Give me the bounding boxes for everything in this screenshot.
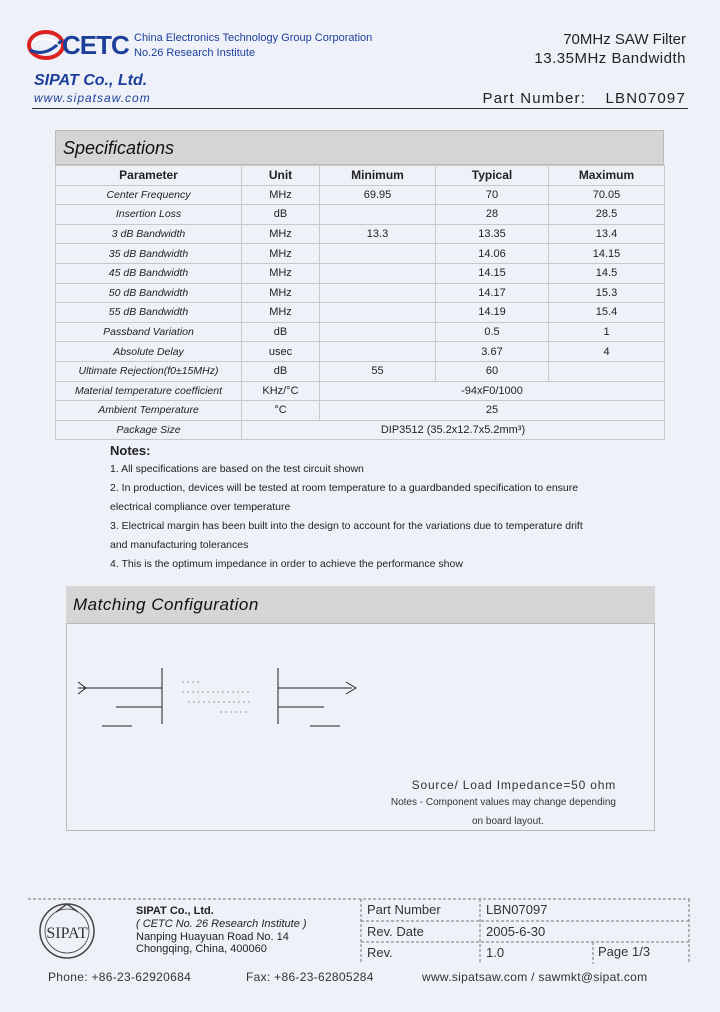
spec-cell-unit: MHz (242, 224, 320, 244)
footer-institute: ( CETC No. 26 Research Institute ) (136, 918, 307, 930)
footer-part-number-label: Part Number (367, 902, 441, 917)
spec-row (56, 322, 665, 342)
spec-cell-typ: 13.35 (436, 224, 549, 244)
spec-cell-max: 15.3 (549, 283, 665, 303)
spec-cell-unit: MHz (242, 185, 320, 205)
spec-cell-typ: 14.06 (436, 244, 549, 264)
spec-cell-min (320, 283, 436, 303)
spec-cell-param: 45 dB Bandwidth (56, 263, 242, 283)
header-divider (32, 108, 688, 109)
spec-cell-min (320, 303, 436, 323)
spec-header-row (56, 166, 665, 186)
spec-cell-param: Passband Variation (56, 322, 242, 342)
spec-row (56, 420, 665, 440)
cetc-logo-icon (26, 28, 66, 62)
footer-fax: Fax: +86-23-62805284 (246, 970, 374, 984)
spec-cell-value: -94xF0/1000 (320, 381, 665, 401)
spec-cell-param: Ultimate Rejection(f0±15MHz) (56, 361, 242, 381)
footer-address-line2: Chongqing, China, 400060 (136, 943, 267, 955)
spec-row (56, 401, 665, 421)
spec-cell-typ: 0.5 (436, 322, 549, 342)
spec-cell-param: Insertion Loss (56, 205, 242, 225)
sipat-seal-logo (32, 900, 102, 962)
note-4: 4. This is the optimum impedance in order to achieve the performance show (110, 558, 463, 570)
company-name: SIPAT Co., Ltd. (34, 72, 148, 89)
company-website: www.sipatsaw.com (34, 91, 151, 105)
spec-row (56, 381, 665, 401)
corp-name: China Electronics Technology Group Corporation (134, 32, 373, 44)
saw-transducer-dots (182, 682, 250, 712)
spec-cell-min (320, 263, 436, 283)
spec-cell-param: Ambient Temperature (56, 401, 242, 421)
spec-cell-param: Center Frequency (56, 185, 242, 205)
svg-text:SIPAT: SIPAT (46, 925, 88, 942)
note-2: 2. In production, devices will be tested at room temperature to a guardbanded specification to ensure (110, 482, 579, 494)
spec-cell-unit: dB (242, 205, 320, 225)
spec-cell-typ: 28 (436, 205, 549, 225)
footer-company: SIPAT Co., Ltd. (136, 905, 214, 917)
part-number-value: LBN07097 (605, 90, 686, 107)
footer-part-number: LBN07097 (486, 902, 548, 917)
footer-rev-date: 2005-6-30 (486, 924, 546, 939)
col-unit: Unit (242, 166, 320, 186)
spec-row (56, 263, 665, 283)
note-3-cont: and manufacturing tolerances (110, 539, 249, 551)
spec-row (56, 205, 665, 225)
spec-cell-max: 13.4 (549, 224, 665, 244)
spec-cell-typ: 14.17 (436, 283, 549, 303)
col-minimum: Minimum (320, 166, 436, 186)
institute-name: No.26 Research Institute (134, 47, 256, 59)
spec-cell-unit: MHz (242, 263, 320, 283)
spec-cell-min: 69.95 (320, 185, 436, 205)
matching-heading-bar (66, 586, 655, 624)
notes-title: Notes: (110, 443, 151, 458)
footer-rev-date-label: Rev. Date (367, 924, 424, 939)
spec-cell-min: 13.3 (320, 224, 436, 244)
spec-row (56, 185, 665, 205)
spec-cell-typ: 60 (436, 361, 549, 381)
spec-cell-unit: MHz (242, 244, 320, 264)
spec-cell-min (320, 205, 436, 225)
footer-page: Page 1/3 (598, 944, 651, 959)
spec-row (56, 361, 665, 381)
spec-cell-min (320, 342, 436, 362)
matching-note-1: Notes - Component values may change depending (390, 797, 616, 808)
note-2-cont: electrical compliance over temperature (110, 501, 291, 513)
matching-note-2: on board layout. (472, 816, 544, 827)
spec-cell-param: 55 dB Bandwidth (56, 303, 242, 323)
footer-frame (28, 898, 690, 964)
spec-row (56, 303, 665, 323)
col-maximum: Maximum (549, 166, 665, 186)
spec-row (56, 342, 665, 362)
matching-heading: Matching Configuration (73, 595, 259, 614)
footer-rev-label: Rev. (367, 945, 393, 960)
spec-row (56, 283, 665, 303)
spec-table (55, 165, 665, 440)
spec-cell-min (320, 322, 436, 342)
spec-cell-param: Material temperature coefficient (56, 381, 242, 401)
matching-circuit-diagram (70, 660, 370, 740)
spec-cell-typ: 3.67 (436, 342, 549, 362)
spec-cell-param: 35 dB Bandwidth (56, 244, 242, 264)
note-1: 1. All specifications are based on the test circuit shown (110, 463, 364, 475)
spec-cell-min (320, 244, 436, 264)
spec-cell-typ: 14.19 (436, 303, 549, 323)
spec-cell-max: 70.05 (549, 185, 665, 205)
note-3: 3. Electrical margin has been built into the design to account for the variations due to temperature drift (110, 520, 583, 532)
source-load-impedance: Source/ Load Impedance=50 ohm (411, 778, 616, 792)
spec-cell-typ: 14.15 (436, 263, 549, 283)
spec-row (56, 244, 665, 264)
cetc-logo-text: CETC (62, 30, 129, 60)
spec-cell-unit: usec (242, 342, 320, 362)
spec-cell-unit: MHz (242, 303, 320, 323)
spec-cell-unit: dB (242, 361, 320, 381)
spec-cell-param: Absolute Delay (56, 342, 242, 362)
spec-row (56, 224, 665, 244)
spec-cell-unit: °C (242, 401, 320, 421)
spec-cell-value: 25 (320, 401, 665, 421)
spec-cell-max: 4 (549, 342, 665, 362)
spec-cell-min: 55 (320, 361, 436, 381)
footer-phone: Phone: +86-23-62920684 (48, 970, 192, 984)
spec-cell-max: 15.4 (549, 303, 665, 323)
spec-cell-max (549, 361, 665, 381)
spec-cell-max: 14.15 (549, 244, 665, 264)
spec-cell-param: 3 dB Bandwidth (56, 224, 242, 244)
col-parameter: Parameter (56, 166, 242, 186)
spec-heading: Specifications (63, 138, 175, 158)
spec-cell-param: 50 dB Bandwidth (56, 283, 242, 303)
col-typical: Typical (436, 166, 549, 186)
spec-cell-param: Package Size (56, 420, 242, 440)
spec-cell-unit: MHz (242, 283, 320, 303)
spec-cell-unit: dB (242, 322, 320, 342)
spec-cell-unit: KHz/°C (242, 381, 320, 401)
spec-cell-max: 14.5 (549, 263, 665, 283)
spec-cell-max: 1 (549, 322, 665, 342)
spec-heading-bar (55, 130, 664, 165)
product-title: 70MHz SAW Filter (563, 31, 686, 48)
part-number-label: Part Number: (482, 90, 587, 107)
footer-rev: 1.0 (486, 945, 505, 960)
footer-web-email: www.sipatsaw.com / sawmkt@sipat.com (422, 970, 648, 984)
spec-cell-max: 28.5 (549, 205, 665, 225)
spec-cell-typ: 70 (436, 185, 549, 205)
part-number (483, 90, 686, 107)
footer-address-line1: Nanping Huayuan Road No. 14 (136, 931, 289, 943)
spec-cell-value: DIP3512 (35.2x12.7x5.2mm³) (242, 420, 665, 440)
product-bandwidth: 13.35MHz Bandwidth (534, 50, 686, 67)
